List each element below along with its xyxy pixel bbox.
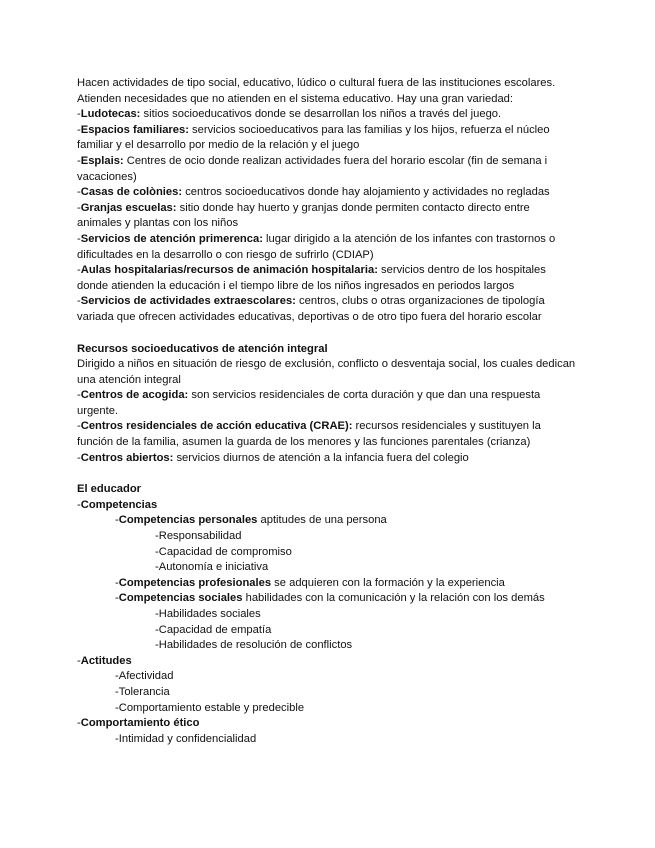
item-text: lugar dirigido a la atención de los infantes con trastornos o dificultades en la desarrollo o con riesgo de sufrirlo (CDIAP) [77, 232, 556, 261]
outline-subitem: -Intimidad y confidencialidad [115, 732, 257, 745]
subitem-text: Capacidad de compromiso [158, 545, 292, 558]
subitem-text: Comportamiento estable y predecible [118, 701, 305, 714]
item-text: servicios dentro de los hospitales donde atienden la educación i el tiempo libre de los niños ingresados en periodos largos [77, 264, 546, 292]
section-heading-text: Recursos socioeducativos de atención integral [77, 342, 328, 355]
outline-item-actitudes: -Actitudes [77, 654, 132, 667]
outline-label: Actitudes [80, 654, 132, 667]
item-term: Granjas escuelas: [80, 201, 177, 214]
section-heading-text: El educador [77, 483, 142, 496]
subitem-text: Habilidades sociales [158, 608, 261, 620]
item-text: Centres de ocio donde realizan actividades fuera del horario escolar (fin de semana i vacaciones) [77, 154, 548, 183]
item-text: aptitudes de una persona [257, 514, 387, 527]
item-text: centros socioeducativos donde hay alojamiento y actividades no regladas [182, 186, 550, 199]
outline-item-sociales: -Competencias sociales habilidades con la comunicación y la relación con los demás [115, 592, 545, 605]
subitem-text: Intimidad y confidencialidad [118, 732, 257, 745]
outline-label: Comportamiento ético [80, 717, 200, 730]
subitem-text: Afectividad [118, 670, 174, 683]
section-heading [77, 342, 577, 358]
item-text: servicios diurnos de atención a la infancia fuera del colegio [173, 451, 469, 464]
item-text: sitios socioeducativos donde se desarrollan los niños a través del juego. [140, 108, 502, 121]
outline-subitem: -Habilidades sociales [155, 608, 261, 620]
list-item: -Servicios de atención primerenca: lugar dirigido a la atención de los infantes con trastornos o dificultades en la desarrollo o con riesgo de sufrirlo (CDIAP) [77, 232, 556, 261]
outline-subitem: -Autonomía e iniciativa [155, 561, 269, 574]
list-item: -Granjas escuelas: sitio donde hay huerto y granjas donde permiten contacto directo entre animales y plantas con los niños [77, 201, 530, 230]
outline-subitem: -Capacidad de empatía [155, 623, 272, 636]
spacer [77, 466, 577, 482]
item-text: recursos residenciales y sustituyen la función de la familia, asumen la guarda de los menores y las funciones parentales (crianza) [77, 420, 541, 449]
item-text: servicios socioeducativos para las familias y los hijos, refuerza el núcleo familiar y el desarrollo por medio de la relación y el juego [77, 123, 550, 152]
intro-paragraph-1: Hacen actividades de tipo social, educativo, lúdico o cultural fuera de las instituciones escolares. [77, 77, 556, 89]
list-item: -Espacios familiares: servicios socioeducativos para las familias y los hijos, refuerza el núcleo familiar y el desarrollo por medio de la relación y el juego [77, 123, 550, 152]
intro-paragraph-2: Atienden necesidades que no atienden en el sistema educativo. Hay una gran variedad: [77, 92, 513, 105]
outline-subitem: -Comportamiento estable y predecible [115, 701, 305, 714]
item-term: Espacios familiares: [80, 123, 189, 136]
outline-subitem: -Responsabilidad [155, 530, 242, 543]
item-term: Competencias sociales [118, 592, 243, 605]
item-term: Centros de acogida: [80, 389, 189, 402]
item-term: Esplais: [80, 154, 124, 167]
outline-subitem: -Afectividad [115, 670, 174, 683]
subitem-text: Habilidades de resolución de conflictos [158, 639, 353, 652]
item-term: Ludotecas: [80, 108, 141, 121]
list-item: -Ludotecas: sitios socioeducativos donde se desarrollan los niños a través del juego. [77, 108, 502, 121]
outline-subitem: -Habilidades de resolución de conflictos [155, 639, 353, 652]
list-item: -Casas de colònies: centros socioeducativos donde hay alojamiento y actividades no regladas [77, 186, 550, 199]
list-item: -Centros abiertos: servicios diurnos de atención a la infancia fuera del colegio [77, 451, 469, 464]
section-intro: Dirigido a niños en situación de riesgo de exclusión, conflicto o desventaja social, los cuales dedican una atención integral [77, 358, 576, 386]
item-text: habilidades con la comunicación y la relación con los demás [242, 592, 545, 605]
document-content [77, 76, 577, 747]
list-item: -Servicios de actividades extraescolares: centros, clubs o otras organizaciones de tipología variada que ofrecen actividades educativas, deportivas o de otro tipo fuera del horario escolar [77, 295, 545, 323]
item-term: Servicios de atención primerenca: [80, 232, 263, 245]
item-term: Aulas hospitalarias/recursos de animación hospitalaria: [80, 264, 378, 277]
item-term: Centros abiertos: [80, 451, 174, 464]
outline-label: Competencias [80, 498, 158, 511]
outline-item-competencias: -Competencias [77, 498, 158, 511]
item-text: se adquieren con la formación y la experiencia [271, 576, 505, 589]
item-term: Centros residenciales de acción educativa (CRAE): [80, 420, 353, 433]
item-term: Casas de colònies: [80, 186, 183, 199]
outline-item-profesionales: -Competencias profesionales se adquieren con la formación y la experiencia [115, 576, 505, 589]
item-term: Competencias profesionales [118, 576, 272, 589]
subitem-text: Responsabilidad [158, 530, 242, 543]
outline-subitem: -Tolerancia [115, 685, 170, 698]
item-text: sitio donde hay huerto y granjas donde permiten contacto directo entre animales y plantas con los niños [77, 201, 530, 230]
item-term: Competencias personales [118, 514, 258, 527]
item-text: son servicios residenciales de corta duración y que dan una respuesta urgente. [77, 389, 541, 417]
subitem-text: Autonomía e iniciativa [158, 561, 269, 574]
spacer [77, 326, 577, 342]
subitem-text: Tolerancia [118, 685, 170, 698]
outline-item-etico: -Comportamiento ético [77, 717, 200, 730]
item-term: Servicios de actividades extraescolares: [80, 295, 296, 308]
subitem-text: Capacidad de empatía [158, 623, 272, 636]
outline-item-personales: -Competencias personales aptitudes de una persona [115, 514, 387, 527]
item-text: centros, clubs o otras organizaciones de tipología variada que ofrecen actividades educativas, deportivas o de otro tipo fuera del horario escolar [77, 295, 545, 323]
list-item: -Esplais: Centres de ocio donde realizan actividades fuera del horario escolar (fin de semana i vacaciones) [77, 154, 548, 183]
outline-subitem: -Capacidad de compromiso [155, 545, 292, 558]
list-item: -Centros residenciales de acción educativa (CRAE): recursos residenciales y sustituyen la función de la familia, asumen la guarda de los menores y las funciones parentales (crianza) [77, 420, 541, 449]
list-item: -Centros de acogida: son servicios residenciales de corta duración y que dan una respuesta urgente. [77, 389, 541, 417]
section-heading [77, 482, 577, 498]
list-item: -Aulas hospitalarias/recursos de animación hospitalaria: servicios dentro de los hospitales donde atienden la educación i el tiempo libre de los niños ingresados en periodos largos [77, 264, 546, 292]
